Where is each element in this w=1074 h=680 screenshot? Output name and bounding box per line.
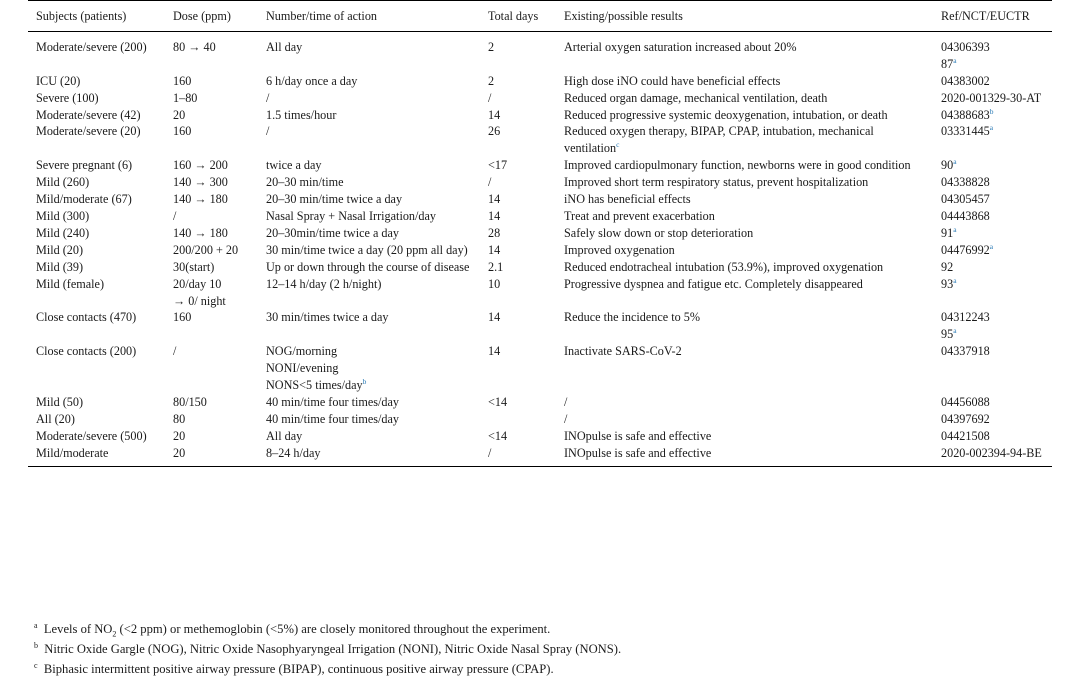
cell-subject: Mild/moderate (67) [36, 192, 132, 207]
ref-value: 04312243 [941, 310, 990, 325]
footnote-marker: a [953, 157, 957, 167]
footnote-b-text: Nitric Oxide Gargle (NOG), Nitric Oxide Nasophyaryngeal Irrigation (NONI), Nitric Oxide Nasal Spray (NONS). [44, 642, 622, 656]
footnote-a-sub: 2 [112, 629, 117, 639]
cell-result: Reduce the incidence to 5% [564, 310, 701, 325]
footnote-a-post: (<2 ppm) or methemoglobin (<5%) are closely monitored throughout the experiment. [116, 622, 551, 636]
cell-days: 2 [488, 39, 495, 54]
table-row [28, 157, 1052, 174]
footnote-c [34, 659, 1064, 679]
cell-action: / [266, 124, 270, 139]
cell-result: Reduced progressive systemic deoxygenation, intubation, or death [564, 107, 888, 122]
footnote-marker: b [989, 106, 994, 116]
cell-action: 20–30min/time twice a day [266, 225, 400, 240]
cell-action: 12–14 h/day (2 h/night) [266, 276, 382, 291]
table-row [28, 445, 1052, 466]
ref-value: 03331445 [941, 124, 990, 139]
cell-subject: Severe pregnant (6) [36, 158, 133, 173]
cell-days: 14 [488, 242, 501, 257]
cell-days: <14 [488, 428, 508, 443]
cell-dose: 80 → 40 [173, 39, 216, 54]
ref-value: 91 [941, 225, 954, 240]
cell-subject: Close contacts (470) [36, 310, 137, 325]
cell-ref: 04397692 [941, 411, 990, 426]
cell-ref [933, 123, 1052, 157]
cell-ref: 04305457 [941, 192, 990, 207]
ref-value: 04388683 [941, 107, 990, 122]
cell-result: High dose iNO could have beneficial effects [564, 73, 781, 88]
table-row [28, 428, 1052, 445]
table-row [28, 343, 1052, 394]
cell-action: All day [266, 39, 303, 54]
cell-ref [933, 157, 1052, 174]
cell-action: Up or down through the course of disease [266, 259, 470, 274]
table-row [28, 174, 1052, 191]
cell-dose: 20 [173, 107, 186, 122]
cell-result: Reduced organ damage, mechanical ventilation, death [564, 90, 828, 105]
cell-days: 14 [488, 310, 501, 325]
cell-action: 20–30 min/time twice a day [266, 192, 403, 207]
cell-days: 14 [488, 208, 501, 223]
cell-action [258, 343, 480, 394]
cell-action: Nasal Spray + Nasal Irrigation/day [266, 208, 437, 223]
footnote-c-text: Biphasic intermittent positive airway pressure (BIPAP), continuous positive airway pressure (CPAP). [43, 662, 554, 676]
cell-days: / [488, 175, 492, 190]
table-row [28, 225, 1052, 242]
cell-dose: 1–80 [173, 90, 198, 105]
cell-subject: Mild (female) [36, 276, 105, 291]
cell-subject: Mild (260) [36, 175, 90, 190]
table-row [28, 242, 1052, 259]
footnote-marker: a [953, 275, 957, 285]
cell-subject: Moderate/severe (200) [36, 39, 147, 54]
table-row [28, 208, 1052, 225]
cell-dose: 160 [173, 310, 192, 325]
action-line: NONI/evening [266, 361, 339, 376]
cell-dose: 20 [173, 428, 186, 443]
ref-value: 93 [941, 276, 954, 291]
cell-days: <17 [488, 158, 508, 173]
cell-action: 1.5 times/hour [266, 107, 337, 122]
cell-action: 40 min/time four times/day [266, 411, 400, 426]
table-row [28, 90, 1052, 107]
cell-dose: / [173, 208, 177, 223]
cell-result: Improved oxygenation [564, 242, 675, 257]
cell-dose: 140 → 180 [173, 192, 228, 207]
footnote-marker: a [953, 326, 957, 336]
cell-ref [933, 276, 1052, 310]
table-header [28, 1, 1052, 32]
table-row [28, 276, 1052, 310]
cell-result: Progressive dyspnea and fatigue etc. Completely disappeared [564, 276, 863, 291]
table-container [28, 0, 1052, 467]
footnote-marker: c [616, 140, 620, 150]
header-ref: Ref/NCT/EUCTR [941, 9, 1030, 23]
cell-subject: Moderate/severe (20) [36, 124, 141, 139]
header-results: Existing/possible results [564, 9, 683, 23]
cell-days: 26 [488, 124, 501, 139]
cell-result: Treat and prevent exacerbation [564, 208, 715, 223]
cell-dose: 200/200 + 20 [173, 242, 239, 257]
table-body [28, 31, 1052, 466]
action-line: NOG/morning [266, 344, 338, 359]
cell-result: INOpulse is safe and effective [564, 445, 712, 460]
cell-subject: Mild (50) [36, 394, 84, 409]
cell-days: 14 [488, 192, 501, 207]
table-row [28, 191, 1052, 208]
cell-subject: Moderate/severe (500) [36, 428, 147, 443]
table-row [28, 107, 1052, 124]
result-text: Reduced oxygen therapy, BIPAP, CPAP, intubation, mechanical ventilation [564, 124, 874, 156]
cell-ref [933, 225, 1052, 242]
cell-result: Improved short term respiratory status, prevent hospitalization [564, 175, 869, 190]
cell-subject: Severe (100) [36, 90, 99, 105]
cell-ref: 04338828 [941, 175, 990, 190]
cell-dose: 160 [173, 73, 192, 88]
cell-result: Reduced endotracheal intubation (53.9%), improved oxygenation [564, 259, 884, 274]
cell-dose: 20 [173, 445, 186, 460]
cell-result: / [564, 411, 568, 426]
cell-ref: 04337918 [941, 344, 990, 359]
cell-ref [933, 242, 1052, 259]
cell-dose: 140 → 180 [173, 225, 228, 240]
cell-ref: 04456088 [941, 394, 990, 409]
cell-action: 8–24 h/day [266, 445, 321, 460]
table-row [28, 394, 1052, 411]
table-row [28, 259, 1052, 276]
cell-dose: 140 → 300 [173, 175, 228, 190]
cell-action: 30 min/times twice a day [266, 310, 389, 325]
cell-dose: 80/150 [173, 394, 207, 409]
footnote-a [34, 619, 1064, 639]
cell-ref: 92 [941, 259, 954, 274]
footnote-mark-b: b [34, 640, 38, 650]
cell-subject: Mild (240) [36, 225, 90, 240]
cell-subject: All (20) [36, 411, 75, 426]
cell-action: 40 min/time four times/day [266, 394, 400, 409]
cell-days: 2.1 [488, 259, 504, 274]
cell-ref [933, 309, 1052, 343]
header-action: Number/time of action [266, 9, 378, 23]
table-row [28, 73, 1052, 90]
footnote-marker: a [953, 55, 957, 65]
cell-dose: 80 [173, 411, 186, 426]
cell-action: 30 min/time twice a day (20 ppm all day) [266, 242, 468, 257]
cell-ref: 04383002 [941, 73, 990, 88]
cell-action: 6 h/day once a day [266, 73, 358, 88]
cell-ref: 04421508 [941, 428, 990, 443]
cell-days: 14 [488, 107, 501, 122]
cell-days: 10 [488, 276, 501, 291]
cell-subject: Mild (20) [36, 242, 84, 257]
cell-action: twice a day [266, 158, 322, 173]
header-subjects: Subjects (patients) [36, 9, 127, 23]
footnote-b [34, 639, 1064, 659]
clinical-trials-table [28, 0, 1052, 467]
table-row [28, 411, 1052, 428]
cell-subject: Mild/moderate [36, 445, 109, 460]
header-dose: Dose (ppm) [173, 9, 231, 23]
cell-days: 14 [488, 344, 501, 359]
cell-ref [933, 107, 1052, 124]
cell-ref: 2020-002394-94-BE [941, 445, 1042, 460]
cell-action: All day [266, 428, 303, 443]
cell-result: INOpulse is safe and effective [564, 428, 712, 443]
cell-result: iNO has beneficial effects [564, 192, 691, 207]
cell-dose: 160 [173, 124, 192, 139]
cell-ref: 2020-001329-30-AT [941, 90, 1042, 105]
ref-value: 04476992 [941, 242, 990, 257]
cell-days: / [488, 445, 492, 460]
header-days: Total days [488, 9, 539, 23]
cell-days: 2 [488, 73, 495, 88]
cell-ref [933, 31, 1052, 72]
ref-value: 90 [941, 158, 954, 173]
cell-days: 28 [488, 225, 501, 240]
table-row [28, 309, 1052, 343]
footnote-mark-c: c [34, 660, 38, 670]
cell-dose: 20/day 10 → 0/ night [173, 276, 226, 308]
cell-days: <14 [488, 394, 508, 409]
cell-days [480, 411, 556, 428]
footnote-marker: a [953, 224, 957, 234]
cell-action: 20–30 min/time [266, 175, 344, 190]
cell-ref: 04443868 [941, 208, 990, 223]
ref-value-2: 95 [941, 327, 954, 342]
cell-action: / [266, 90, 270, 105]
table-footnotes [34, 619, 1064, 679]
footnote-marker: a [989, 241, 994, 251]
cell-dose: / [173, 344, 177, 359]
footnote-marker: a [989, 123, 994, 133]
ref-value-2: 87 [941, 56, 954, 71]
cell-result: / [564, 394, 568, 409]
action-line: NONS<5 times/day [266, 378, 363, 393]
table-row [28, 123, 1052, 157]
cell-result [556, 123, 933, 157]
footnote-a-pre: Levels of NO [43, 622, 113, 636]
footnote-marker: b [362, 376, 367, 386]
cell-subject: ICU (20) [36, 73, 81, 88]
cell-days: / [488, 90, 492, 105]
footnote-mark-a: a [34, 620, 38, 630]
cell-subject: Moderate/severe (42) [36, 107, 141, 122]
ref-value: 04306393 [941, 39, 990, 54]
cell-dose: 30(start) [173, 259, 215, 274]
table-row [28, 31, 1052, 72]
cell-subject: Mild (300) [36, 208, 90, 223]
cell-result: Safely slow down or stop deterioration [564, 225, 754, 240]
cell-result: Arterial oxygen saturation increased about 20% [564, 39, 797, 54]
cell-result: Improved cardiopulmonary function, newborns were in good condition [564, 158, 911, 173]
cell-subject: Close contacts (200) [36, 344, 137, 359]
cell-result: Inactivate SARS-CoV-2 [564, 344, 682, 359]
cell-dose: 160 → 200 [173, 158, 228, 173]
cell-subject: Mild (39) [36, 259, 84, 274]
